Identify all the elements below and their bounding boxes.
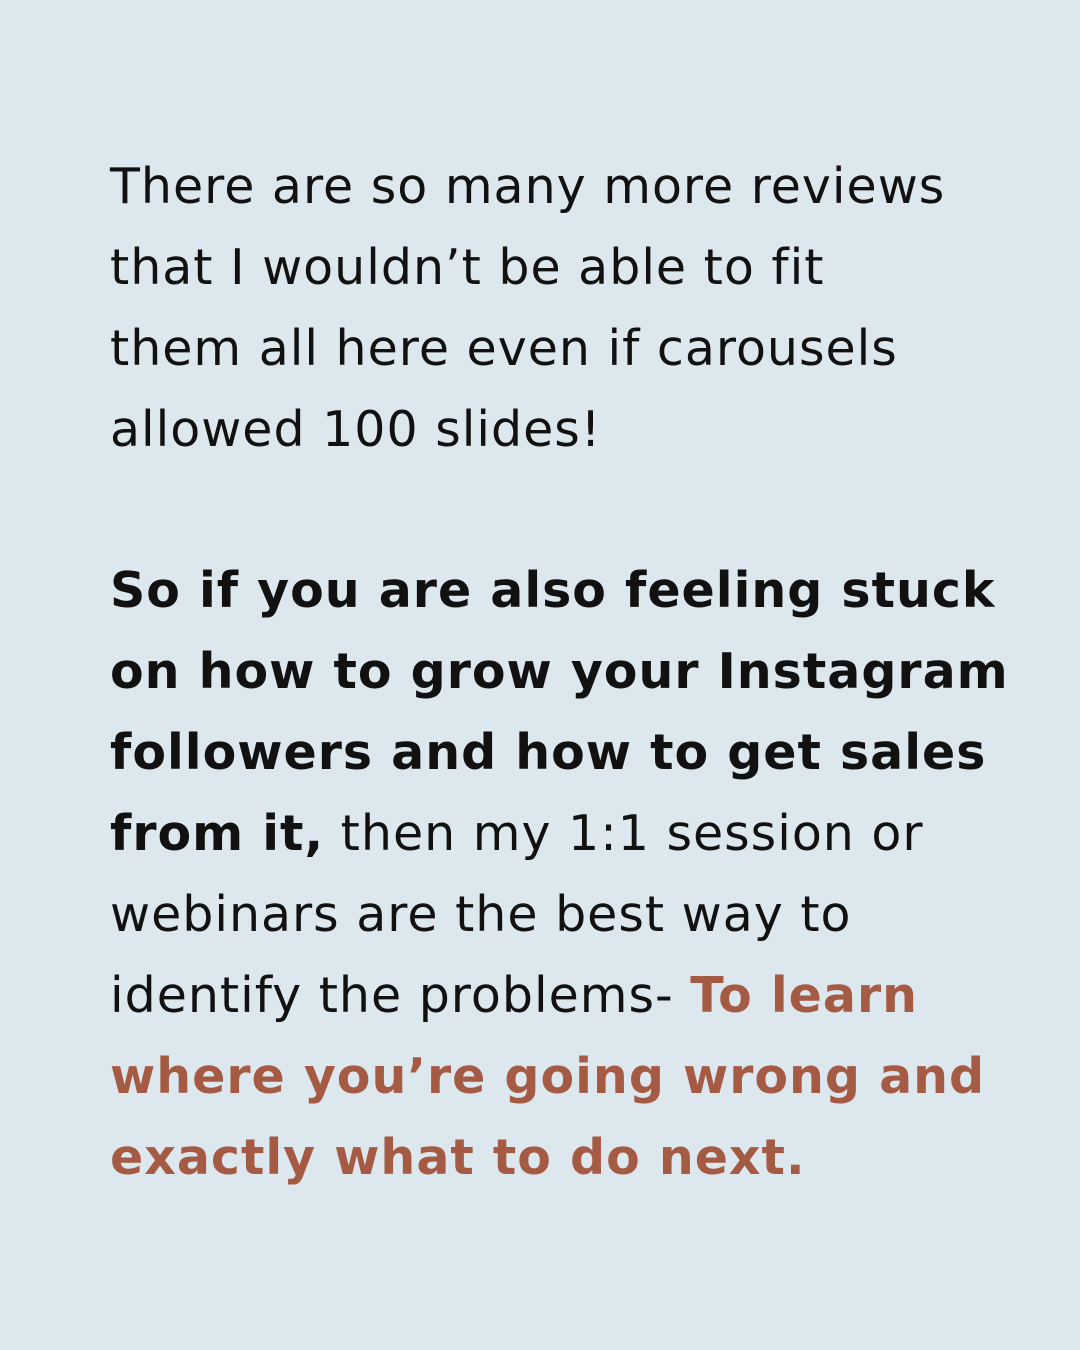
cta-accent-line-8: exactly what to do next. (110, 1129, 806, 1186)
intro-line-3: them all here even if carousels (110, 320, 898, 377)
intro-paragraph (110, 146, 1010, 470)
intro-line-4: allowed 100 slides! (110, 401, 602, 458)
cta-regular-fragment-1: then my 1:1 session or (324, 805, 924, 862)
cta-accent-fragment-1: To learn (690, 967, 919, 1024)
intro-line-1: There are so many more reviews (110, 158, 946, 215)
cta-line-5: webinars are the best way to (110, 886, 852, 943)
cta-line-4 (110, 793, 1010, 874)
cta-bold-fragment: from it, (110, 805, 325, 862)
intro-line-2: that I wouldn’t be able to fit (110, 239, 825, 296)
cta-regular-fragment-2: identify the problems- (110, 967, 691, 1024)
cta-paragraph (110, 550, 1010, 1198)
cta-bold-line-2: on how to grow your Instagram (110, 643, 1009, 700)
cta-accent-line-7: where you’re going wrong and (110, 1048, 986, 1105)
cta-line-6 (110, 955, 1010, 1036)
cta-bold-line-1: So if you are also feeling stuck (110, 562, 996, 619)
cta-bold-line-3: followers and how to get sales (110, 724, 987, 781)
